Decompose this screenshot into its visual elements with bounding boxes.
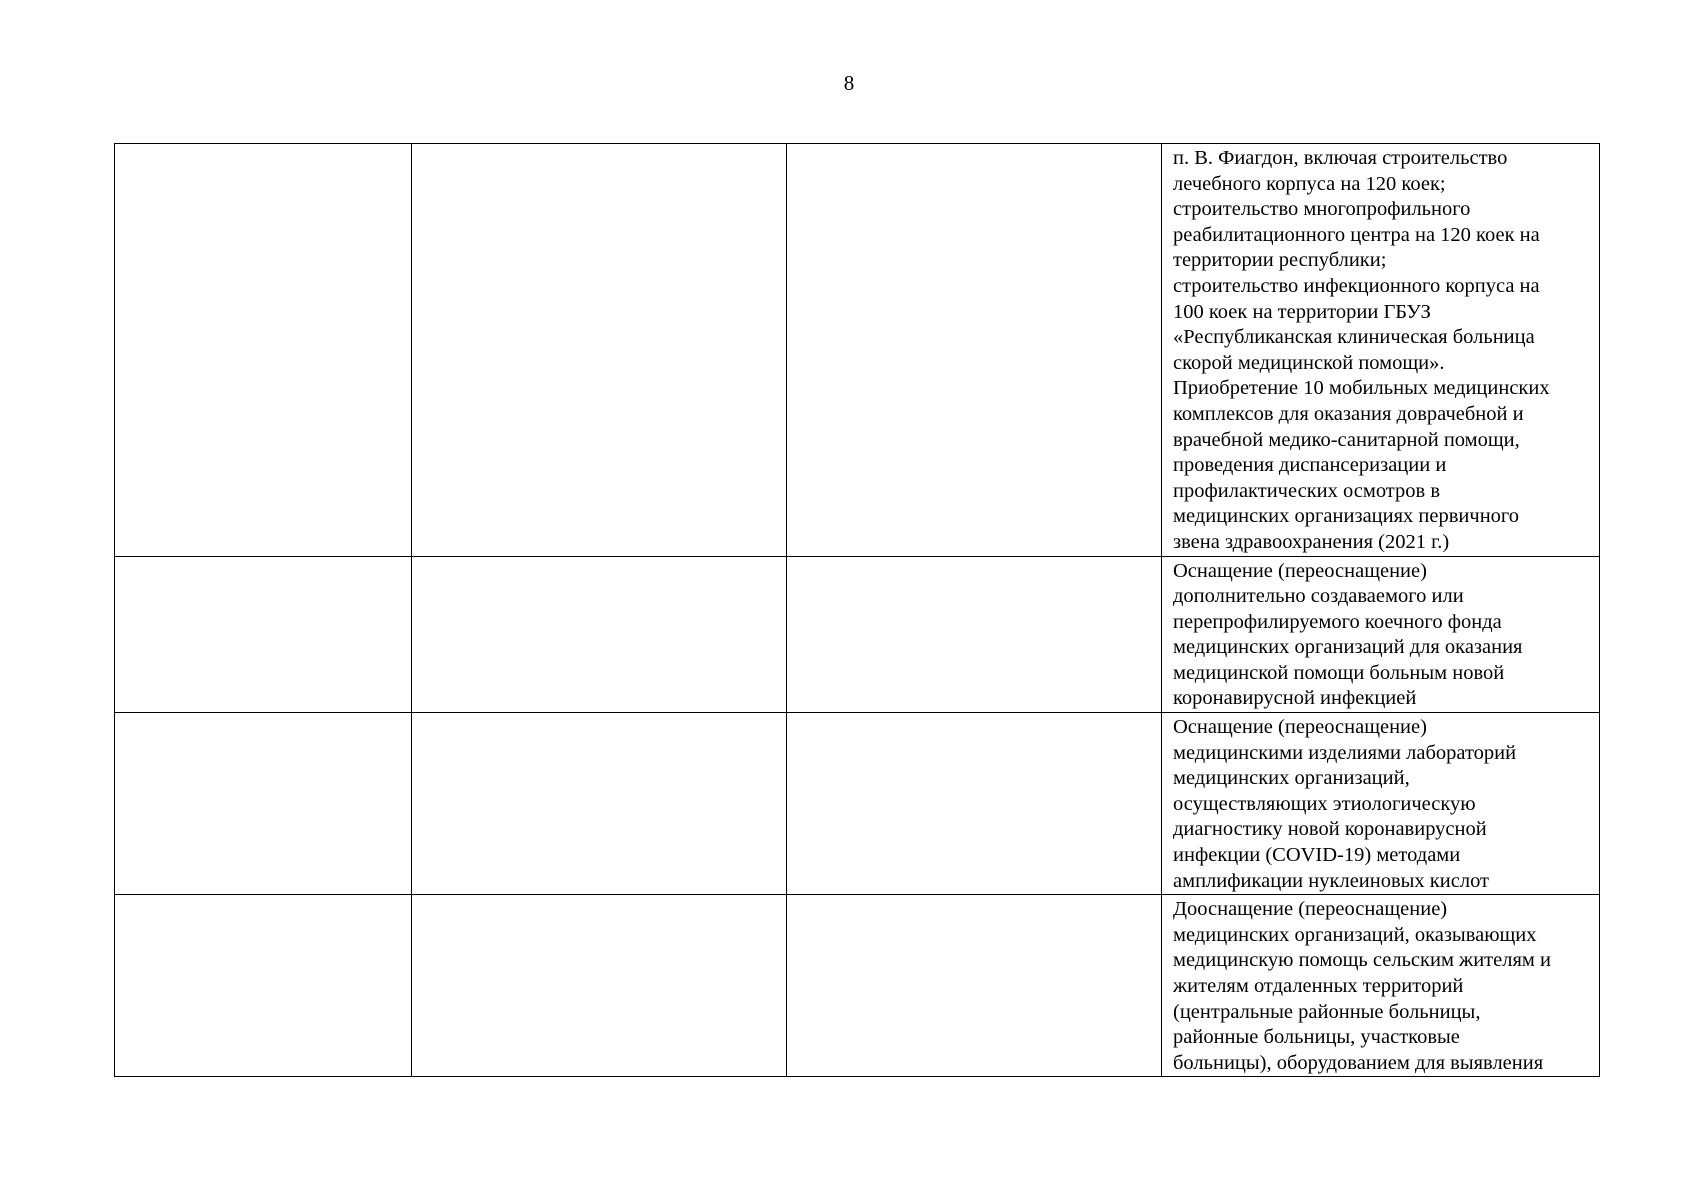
table-cell-col3 [787,144,1162,557]
table-cell-measures [1162,895,1600,1077]
measures-text: Дооснащение (переоснащение) медицинских организаций, оказывающих медицинскую помощь сельским жителям и жителям отдаленных территорий (центральные районные больницы, районные больницы, участковые больницы), оборудованием для выявления [1173,898,1551,1074]
table-row [115,713,1600,895]
document-table [114,143,1600,1077]
table-row [115,556,1600,713]
table-cell-col3 [787,713,1162,895]
page-number: 8 [843,71,855,95]
measures-text: п. В. Фиагдон, включая строительство лечебного корпуса на 120 коек; строительство многопрофильного реабилитационного центра на 120 коек на территории республики; строительство инфекционного корпуса на 100 коек на территории ГБУЗ «Республиканская клиническая больница скорой медицинской помощи». Приобретение 10 мобильных медицинских комплексов для оказания доврачебной и врачебной медико-санитарной помощи, проведения диспансеризации и профилактических осмотров в медицинских организациях первичного звена здравоохранения (2021 г.) [1173,147,1550,553]
table-cell-col1 [115,713,412,895]
table-cell-col2 [412,713,787,895]
table-row [115,144,1600,557]
measures-text: Оснащение (переоснащение) дополнительно создаваемого или перепрофилируемого коечного фонда медицинских организаций для оказания медицинской помощи больным новой коронавирусной инфекцией [1173,559,1523,710]
table-cell-col2 [412,895,787,1077]
table-cell-col1 [115,895,412,1077]
measures-text: Оснащение (переоснащение) медицинскими изделиями лабораторий медицинских организаций, осуществляющих этиологическую диагностику новой коронавирусной инфекции (COVID-19) методами амплификации нуклеиновых кислот [1173,716,1517,892]
table-cell-measures [1162,713,1600,895]
table-row [115,895,1600,1077]
table-cell-measures [1162,144,1600,557]
table-cell-measures [1162,556,1600,713]
table-cell-col3 [787,556,1162,713]
table-cell-col2 [412,144,787,557]
table-cell-col1 [115,556,412,713]
table-cell-col2 [412,556,787,713]
table-cell-col3 [787,895,1162,1077]
table-cell-col1 [115,144,412,557]
